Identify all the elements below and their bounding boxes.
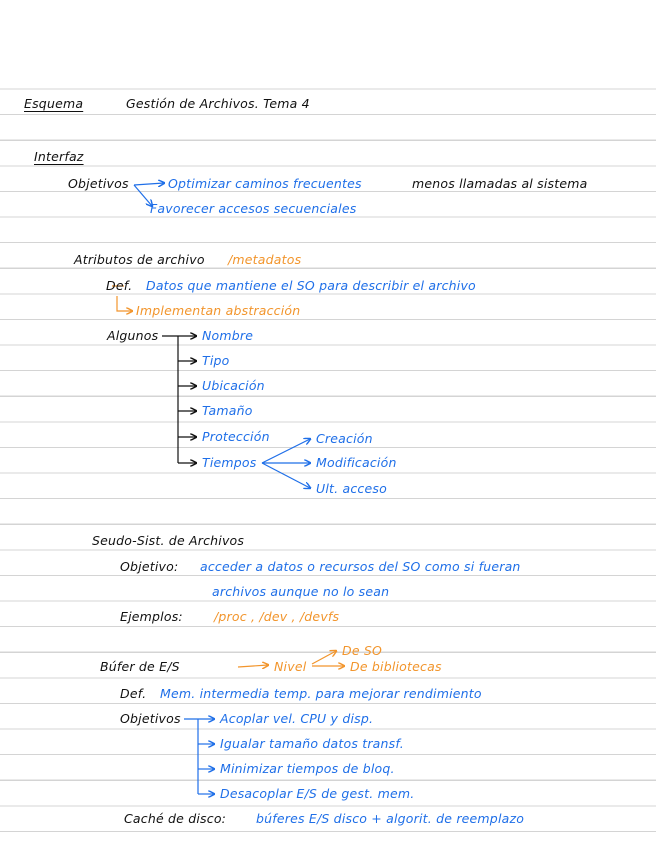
tiempo-modificacion: Modificación: [316, 455, 397, 470]
atributos-heading-alt: /metadatos: [228, 252, 302, 267]
cache-label: Caché de disco:: [124, 811, 227, 826]
bufer-def-text: Mem. intermedia temp. para mejorar rendimiento: [160, 686, 482, 701]
bufer-objetivo-minimizar: Minimizar tiempos de bloq.: [220, 761, 395, 776]
pseudo-objetivo-text-2: archivos aunque no lo sean: [212, 584, 390, 599]
pseudo-heading: Seudo-Sist. de Archivos: [92, 533, 245, 548]
bufer-nivel-label: Nivel: [274, 659, 307, 674]
header-label: Esquema: [24, 96, 84, 111]
bufer-objetivo-acoplar: Acoplar vel. CPU y disp.: [220, 711, 374, 726]
pseudo-objetivo-label: Objetivo:: [120, 559, 179, 574]
nivel-de-so: De SO: [342, 643, 383, 658]
interfaz-objetivos-label: Objetivos: [68, 176, 129, 191]
nivel-de-bibliotecas: De bibliotecas: [350, 659, 442, 674]
pseudo-ejemplos-label: Ejemplos:: [120, 609, 183, 624]
page-top-margin: [0, 0, 656, 86]
objetivo-favorecer: Favorecer accesos secuenciales: [150, 201, 357, 216]
page-title: Gestión de Archivos. Tema 4: [126, 96, 310, 111]
atributos-heading: Atributos de archivo: [74, 252, 205, 267]
atributos-def-note: Implementan abstracción: [136, 303, 301, 318]
atributos-def-text: Datos que mantiene el SO para describir el archivo: [146, 278, 476, 293]
bufer-objetivos-tree: [184, 719, 214, 794]
atributos-def-label: Def.: [106, 278, 133, 293]
cache-text: búferes E/S disco + algorit. de reemplazo: [256, 811, 525, 826]
objetivo-menos-llamadas: menos llamadas al sistema: [412, 176, 588, 191]
pseudo-objetivo-text-1: acceder a datos o recursos del SO como si fueran: [200, 559, 521, 574]
bufer-heading: Búfer de E/S: [100, 659, 180, 674]
atributo-tiempos: Tiempos: [202, 455, 257, 470]
objetivo-optimizar: Optimizar caminos frecuentes: [168, 176, 362, 191]
tiempos-arrows: [262, 439, 310, 488]
atributo-tipo: Tipo: [202, 353, 230, 368]
atributo-tamano: Tamaño: [202, 403, 253, 418]
algunos-label: Algunos: [107, 328, 159, 343]
atributo-ubicacion: Ubicación: [202, 378, 265, 393]
tiempo-creacion: Creación: [316, 431, 373, 446]
pseudo-ejemplos-text: /proc , /dev , /devfs: [214, 609, 340, 624]
interfaz-heading: Interfaz: [34, 149, 84, 164]
algunos-tree: [162, 336, 196, 463]
bufer-def-label: Def.: [120, 686, 147, 701]
bufer-objetivo-desacoplar: Desacoplar E/S de gest. mem.: [220, 786, 415, 801]
bufer-objetivo-igualar: Igualar tamaño datos transf.: [220, 736, 404, 751]
tiempo-ult-acceso: Ult. acceso: [316, 481, 387, 496]
atributo-nombre: Nombre: [202, 328, 254, 343]
atributo-proteccion: Protección: [202, 429, 270, 444]
bufer-objetivos-label: Objetivos: [120, 711, 181, 726]
